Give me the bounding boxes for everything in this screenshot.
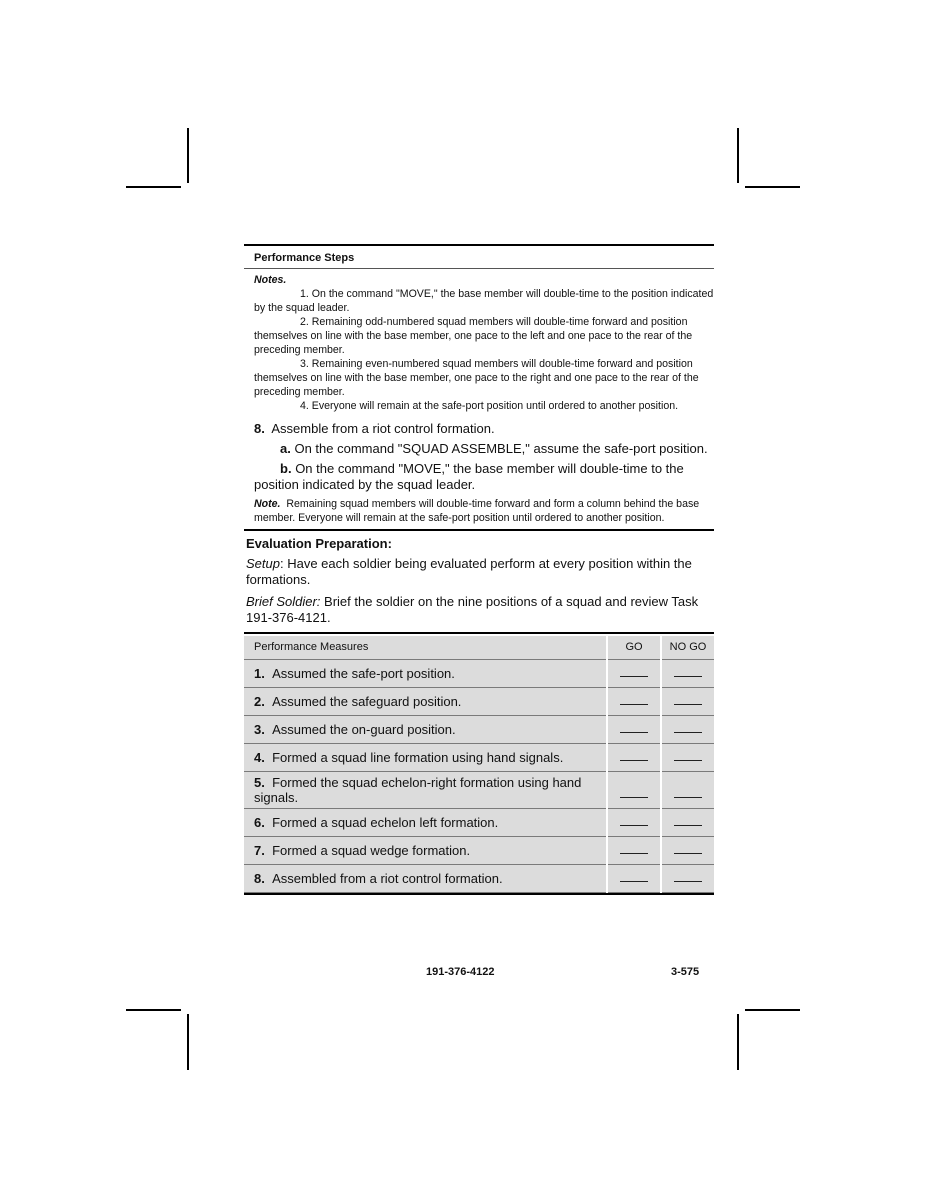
measure-text: 5. Formed the squad echelon-right formation using hand signals. <box>244 772 607 809</box>
measure-text: 4. Formed a squad line formation using hand signals. <box>244 744 607 772</box>
footer-page-number: 3-575 <box>671 966 700 978</box>
go-blank[interactable] <box>607 716 661 744</box>
go-blank[interactable] <box>607 744 661 772</box>
step-8b: b. On the command "MOVE," the base member will double-time to the position indicated by the squad leader. <box>254 461 684 492</box>
table-row <box>244 744 714 772</box>
table-row <box>244 688 714 716</box>
table-row <box>244 772 714 809</box>
note-item: 3. Remaining even-numbered squad members will double-time forward and position themselves on line with the base member, one pace to the right and one pace to the rear of the preceding member. <box>254 358 699 398</box>
page-content <box>244 244 714 895</box>
measure-text: 6. Formed a squad echelon left formation. <box>244 809 607 837</box>
footer-task-number: 191-376-4122 <box>426 966 495 978</box>
performance-measures-table <box>244 636 714 893</box>
crop-mark-top-right-vertical <box>737 128 739 183</box>
measure-text: 1. Assumed the safe-port position. <box>244 660 607 688</box>
note-item: 4. Everyone will remain at the safe-port position until ordered to another position. <box>300 400 679 412</box>
crop-mark-bottom-right-vertical <box>737 1014 739 1070</box>
measure-text: 3. Assumed the on-guard position. <box>244 716 607 744</box>
measure-text: 7. Formed a squad wedge formation. <box>244 837 607 865</box>
go-header: GO <box>607 636 661 660</box>
measures-header: Performance Measures <box>244 636 607 660</box>
notes-block <box>244 269 714 413</box>
nogo-blank[interactable] <box>661 660 714 688</box>
measure-text: 2. Assumed the safeguard position. <box>244 688 607 716</box>
nogo-blank[interactable] <box>661 716 714 744</box>
table-row <box>244 660 714 688</box>
table-row <box>244 837 714 865</box>
evaluation-title: Evaluation Preparation: <box>246 536 392 551</box>
nogo-blank[interactable] <box>661 809 714 837</box>
nogo-blank[interactable] <box>661 744 714 772</box>
go-blank[interactable] <box>607 660 661 688</box>
step-8a: a. On the command "SQUAD ASSEMBLE," assume the safe-port position. <box>280 441 708 456</box>
nogo-blank[interactable] <box>661 772 714 809</box>
nogo-header: NO GO <box>661 636 714 660</box>
go-blank[interactable] <box>607 865 661 893</box>
table-header-row <box>244 636 714 660</box>
table-row <box>244 865 714 893</box>
go-blank[interactable] <box>607 772 661 809</box>
performance-steps-header: Performance Steps <box>254 252 355 264</box>
crop-mark-bottom-left-vertical <box>187 1014 189 1070</box>
go-blank[interactable] <box>607 809 661 837</box>
table-bottom-rule <box>244 893 714 895</box>
crop-mark-bottom-left-horizontal <box>126 1009 181 1011</box>
evaluation-setup: Setup: Have each soldier being evaluated perform at every position within the formations. <box>246 556 692 587</box>
crop-mark-top-left-horizontal <box>126 186 181 188</box>
measure-text: 8. Assembled from a riot control formation. <box>244 865 607 893</box>
nogo-blank[interactable] <box>661 865 714 893</box>
nogo-blank[interactable] <box>661 837 714 865</box>
notes-title: Notes. <box>254 274 287 286</box>
go-blank[interactable] <box>607 837 661 865</box>
step-note: Note. Remaining squad members will double-time forward and form a column behind the base member. Everyone will remain at the safe-port position until ordered to another position. <box>254 498 700 524</box>
crop-mark-top-right-horizontal <box>745 186 800 188</box>
crop-mark-bottom-right-horizontal <box>745 1009 800 1011</box>
go-blank[interactable] <box>607 688 661 716</box>
evaluation-brief: Brief Soldier: Brief the soldier on the nine positions of a squad and review Task 191-376-4121. <box>246 594 699 625</box>
table-row <box>244 809 714 837</box>
table-top-rule <box>244 632 714 634</box>
step-8: 8. Assemble from a riot control formation. <box>254 421 495 436</box>
table-row <box>244 716 714 744</box>
nogo-blank[interactable] <box>661 688 714 716</box>
note-item: 2. Remaining odd-numbered squad members will double-time forward and position themselves on line with the base member, one pace to the left and one pace to the rear of the preceding member. <box>254 316 693 356</box>
note-item: 1. On the command "MOVE," the base member will double-time to the position indicated by the squad leader. <box>254 288 714 314</box>
crop-mark-top-left-vertical <box>187 128 189 183</box>
